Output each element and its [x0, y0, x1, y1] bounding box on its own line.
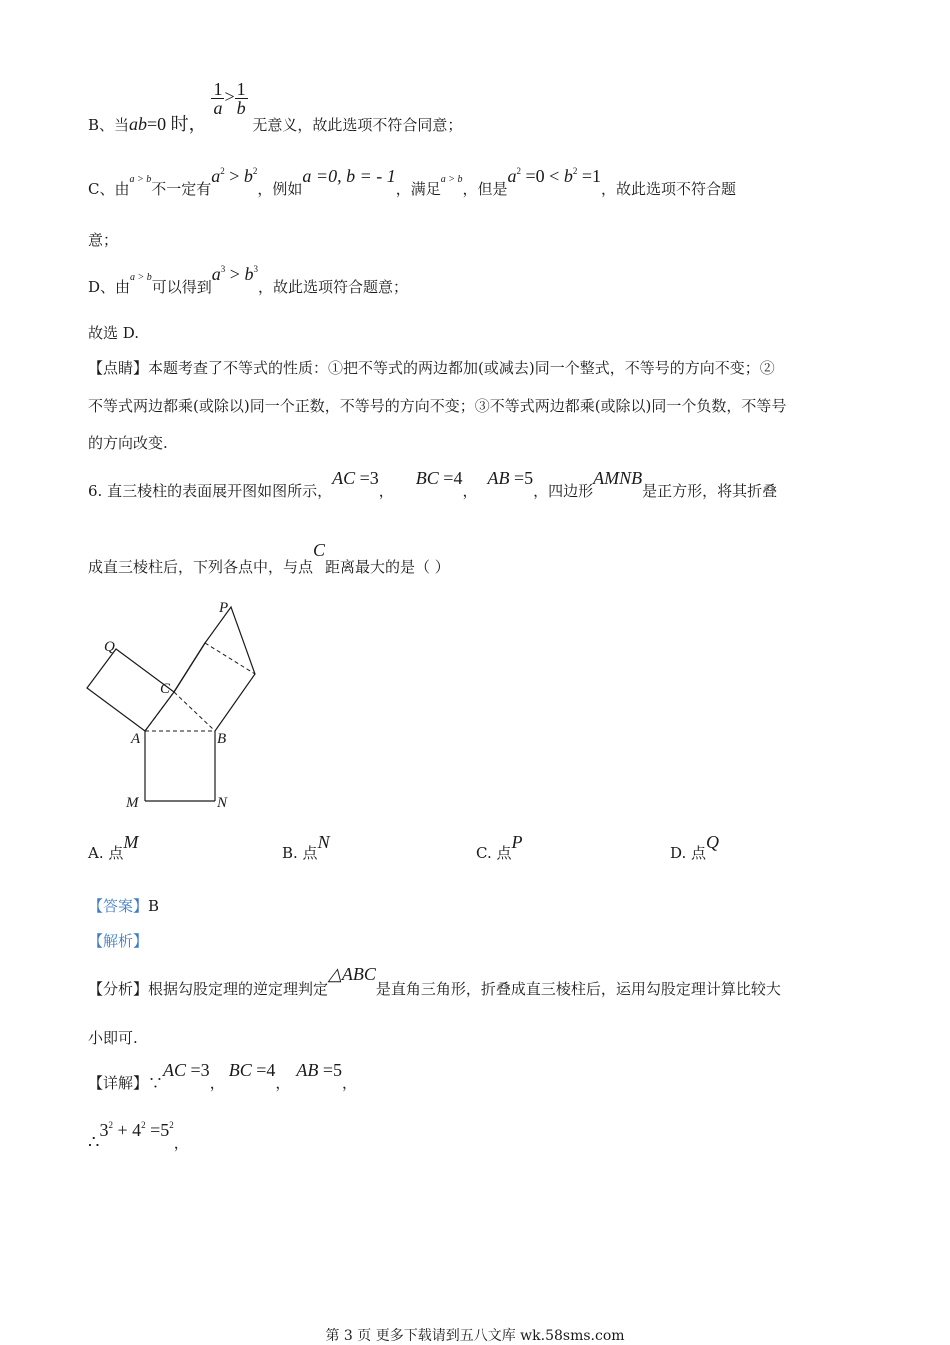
b-prefix: B、当 [88, 115, 130, 134]
question-6-line-1 [88, 468, 778, 501]
option-b-label: B. 点 [282, 844, 318, 862]
c-mid4: ，但是 [462, 180, 508, 198]
c-b2: b [563, 166, 573, 186]
dashed-fold-p [205, 643, 255, 674]
label-m: M [126, 795, 139, 811]
note-line-2: 不等式两边都乘(或除以)同一个正数，不等号的方向不变；③不等式两边都乘(或除以)同一个负数，不等号 [88, 397, 787, 415]
d-suffix: ，故此选项符合题意； [257, 278, 408, 296]
detail-ac-value: =3 [186, 1060, 210, 1080]
choose-d: 故选 D. [88, 324, 140, 342]
c-cond: a > b [129, 174, 152, 185]
label-b: B [217, 731, 227, 747]
term-3: 3 [99, 1120, 109, 1140]
detail-comma2: ， [275, 1074, 291, 1092]
q6-prefix: 6. 直三棱柱的表面展开图如图所示， [88, 482, 333, 500]
therefore-line [88, 1120, 189, 1155]
c-mid5: =0 < [521, 166, 564, 186]
q6-mid: ，四边形 [533, 482, 594, 500]
option-d-label: D. 点 [670, 844, 707, 862]
q6-ac-value: =3 [355, 468, 379, 488]
q6-line2-prefix: 成直三棱柱后，下列各点中，与点 [88, 558, 314, 576]
q6-ac: AC [332, 468, 356, 488]
note-line-3: 的方向改变. [88, 434, 168, 452]
detail-ab-value: =5 [318, 1060, 343, 1080]
d-mid: 可以得到 [151, 278, 212, 296]
c-mid2: ，例如 [257, 180, 303, 198]
c-example: a =0, b = - 1 [302, 166, 396, 186]
fenxi-suffix: 是直角三角形，折叠成直三棱柱后，运用勾股定理计算比较大 [375, 980, 781, 998]
q6-bc: BC [415, 468, 439, 488]
q6-line2-suffix: 距离最大的是（ ） [325, 558, 450, 576]
fenxi-line-1 [88, 964, 781, 999]
q6-bc-value: =4 [438, 468, 463, 488]
fraction-1-over-a: $\frac{1}{a}$ [213, 79, 223, 118]
analysis-tag: 【解析】 [88, 932, 149, 950]
option-a-label: A. 点 [88, 844, 124, 862]
detail-comma3: ， [342, 1074, 358, 1092]
option-d [670, 832, 720, 863]
option-b-point: N [317, 832, 330, 852]
dashed-c-b [174, 692, 215, 731]
q6-comma2: ， [462, 482, 478, 500]
c-cond2: a > b [440, 174, 463, 185]
exp-b: 2 [141, 1120, 146, 1130]
q6-ab: AB [487, 468, 510, 488]
q6-suffix: 是正方形，将其折叠 [642, 482, 778, 500]
fraction-1-over-b: $\frac{1}{b}$ [236, 79, 246, 118]
c-prefix: C、由 [88, 180, 130, 198]
note-line-1: 【点睛】本题考查了不等式的性质：①把不等式的两边都加(或减去)同一个整式，不等号的方向不变；② [88, 359, 775, 377]
option-c-label: C. 点 [476, 844, 512, 862]
therefore-symbol: ∴ [88, 1132, 100, 1153]
detail-prefix: 【详解】∵ [88, 1074, 164, 1092]
q6-ab-value: =5 [509, 468, 534, 488]
term-eq-5: =5 [145, 1120, 170, 1140]
fenxi-triangle: △ABC [328, 964, 376, 984]
b-gt: > [224, 86, 235, 107]
b-suffix: 无意义，故此选项不符合同意； [252, 115, 463, 134]
c-a: a [211, 166, 221, 186]
d-exp2: 3 [253, 264, 258, 274]
detail-comma1: ， [209, 1074, 225, 1092]
option-c-point: P [511, 832, 523, 852]
option-d-point: Q [706, 832, 720, 852]
d-gt: > [225, 264, 245, 284]
c-continuation: 意； [88, 231, 119, 249]
detail-bc-value: =4 [251, 1060, 276, 1080]
c-b: b [243, 166, 253, 186]
detail-ac: AC [163, 1060, 187, 1080]
option-a [88, 832, 139, 863]
option-c [476, 832, 523, 863]
label-a: A [131, 731, 141, 747]
exp-c: 2 [169, 1120, 174, 1130]
rectangle-p-side [174, 607, 255, 731]
d-prefix: D、由 [88, 278, 131, 296]
option-a-point: M [123, 832, 139, 852]
option-b [282, 832, 330, 863]
term-plus-4: + 4 [112, 1120, 142, 1140]
q6-comma1: ， [378, 482, 394, 500]
label-p: P [219, 600, 229, 616]
q6-point-c: C [313, 540, 326, 560]
label-q: Q [104, 639, 115, 655]
option-c-explanation [88, 166, 736, 202]
c-exp3: 2 [516, 166, 521, 176]
c-mid6: =1 [577, 166, 601, 186]
detail-ab: AB [296, 1060, 319, 1080]
q6-amnb: AMNB [593, 468, 643, 488]
answer-tag: 【答案】 [88, 897, 149, 915]
d-exp1: 3 [220, 264, 226, 274]
prism-net-figure [80, 595, 280, 820]
fenxi-line-2: 小即可. [88, 1029, 138, 1047]
d-cond: a > b [130, 272, 152, 283]
c-gt: > [224, 166, 244, 186]
c-mid3: ，满足 [395, 180, 441, 198]
therefore-comma: ， [173, 1134, 189, 1152]
label-n: N [217, 795, 228, 811]
c-mid1: 不一定有 [151, 180, 212, 198]
answer-line [88, 896, 159, 916]
answer-value: B [148, 897, 160, 915]
detail-bc: BC [228, 1060, 252, 1080]
question-6-line-2 [88, 540, 450, 577]
d-a: a [211, 264, 221, 284]
b-math-ab: ab [129, 113, 148, 134]
option-b-explanation [88, 79, 463, 134]
c-suffix: ，故此选项不符合题 [600, 180, 736, 198]
label-c: C [160, 681, 171, 697]
c-exp4: 2 [572, 166, 578, 176]
option-d-explanation [88, 264, 408, 300]
d-b: b [244, 264, 254, 284]
c-exp1: 2 [220, 166, 225, 176]
c-a2: a [507, 166, 517, 186]
b-eq: =0 时， [147, 113, 207, 134]
detail-line [88, 1060, 358, 1093]
edge-c-b-upper [174, 643, 205, 692]
c-exp2: 2 [252, 166, 258, 176]
page-footer: 第 3 页 更多下载请到五八文库 wk.58sms.com [325, 1328, 625, 1344]
exp-a: 2 [108, 1120, 113, 1130]
fenxi-prefix: 【分析】根据勾股定理的逆定理判定 [88, 980, 329, 998]
